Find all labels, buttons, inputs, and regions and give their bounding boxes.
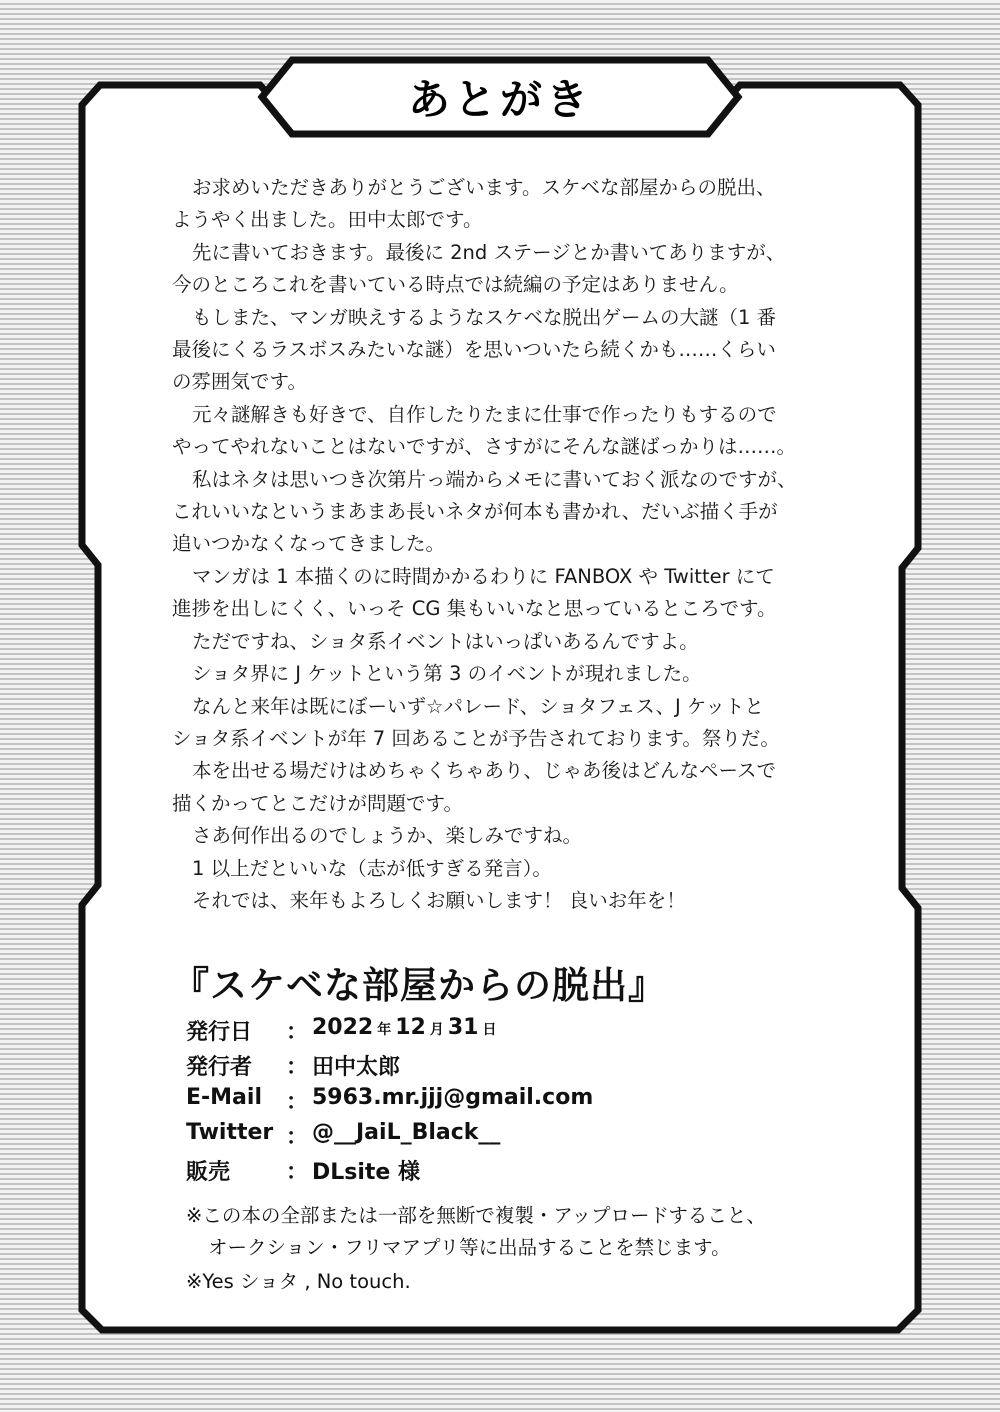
note-line: ※Yes ショタ , No touch. (186, 1270, 411, 1293)
twitter-handle: @__JaiL_Black__ (312, 1120, 501, 1145)
colophon-key: 発行日 (186, 1020, 253, 1045)
colophon-key: Twitter (186, 1120, 274, 1145)
colophon-row-sales (186, 1155, 846, 1190)
colophon-separator: ： (286, 1020, 309, 1045)
afterword-body (172, 172, 862, 917)
colophon-row-date (186, 1015, 846, 1050)
colophon-separator: ： (286, 1125, 309, 1150)
colophon-separator: ： (286, 1090, 309, 1115)
year-unit: 年 (377, 1022, 392, 1038)
page-title: あとがき (407, 75, 592, 124)
publish-month: 12 (395, 1015, 426, 1040)
afterword-line: もしまた、マンガ映えするようなスケベな脱出ゲームの大謎（1 番 (192, 305, 777, 329)
month-unit: 月 (429, 1022, 444, 1038)
afterword-line: の雰囲気です。 (172, 370, 307, 394)
publisher-name: 田中太郎 (312, 1055, 401, 1080)
afterword-line: なんと来年は既にぼーいず☆パレード、ショタフェス、J ケットと (192, 694, 764, 718)
afterword-line: マンガは 1 本描くのに時間かかるわりに FANBOX や Twitter にて (192, 564, 775, 588)
afterword-line: それでは、来年もよろしくお願いします！ 良いお年を！ (192, 888, 686, 912)
copyright-notes (186, 1200, 866, 1298)
publish-year: 2022 (312, 1015, 374, 1040)
afterword-line: 元々謎解きも好きで、自作したりたまに仕事で作ったりもするので (192, 402, 777, 426)
afterword-line: 今のところこれを書いている時点では続編の予定はありません。 (172, 273, 739, 297)
afterword-line: ショタ系イベントが年 7 回あることが予告されております。祭りだ。 (172, 726, 780, 750)
afterword-line: やってやれないことはないですが、さすがにそんな謎ばっかりは……。 (172, 435, 797, 459)
afterword-line: 私はネタは思いつき次第片っ端からメモに書いておく派なのですが、 (192, 467, 797, 491)
afterword-line: 描くかってとこだけが問題です。 (172, 791, 463, 815)
afterword-line: ようやく出ました。田中太郎です。 (172, 208, 483, 232)
afterword-line: 追いつかなくなってきました。 (172, 532, 446, 556)
publish-day: 31 (447, 1015, 479, 1040)
colophon (186, 1015, 846, 1190)
afterword-line: ただですね、ショタ系イベントはいっぱいあるんですよ。 (192, 629, 699, 653)
note-line: オークション・フリマアプリ等に出品することを禁じます。 (208, 1236, 731, 1259)
afterword-line: ショタ界に J ケットという第 3 のイベントが現れました。 (192, 662, 702, 686)
colophon-separator: ： (286, 1160, 309, 1185)
afterword-line: 最後にくるラスボスみたいな謎）を思いついたら続くかも……くらい (172, 338, 776, 362)
book-title: 『スケベな部屋からの脱出』 (172, 964, 666, 1007)
email-address: 5963.mr.jjj@gmail.com (312, 1085, 594, 1110)
afterword-line: 先に書いておきます。最後に 2nd ステージとか書いてありますが、 (192, 240, 786, 264)
afterword-line: 進捗を出しにくく、いっそ CG 集もいいなと思っているところです。 (172, 597, 777, 621)
afterword-line: 1 以上だといいな（志が低すぎる発言）。 (192, 856, 552, 880)
note-line: ※この本の全部または一部を無断で複製・アップロードすること、 (186, 1204, 766, 1227)
sales-platform: DLsite 様 (312, 1160, 421, 1185)
colophon-key: E-Mail (186, 1085, 262, 1110)
colophon-key: 発行者 (186, 1055, 253, 1080)
publish-date (312, 1015, 500, 1040)
colophon-row-publisher (186, 1050, 846, 1085)
colophon-row-email (186, 1085, 846, 1120)
afterword-line: 本を出せる場だけはめちゃくちゃあり、じゃあ後はどんなペースで (192, 759, 777, 783)
colophon-separator: ： (286, 1055, 309, 1080)
afterword-line: さあ何作出るのでしょうか、楽しみですね。 (192, 824, 583, 848)
afterword-line: これいいなというまあまあ長いネタが何本も書かれ、だいぶ描く手が (172, 500, 778, 524)
afterword-line: お求めいただきありがとうございます。スケベな部屋からの脱出、 (192, 176, 776, 199)
colophon-row-twitter (186, 1120, 846, 1155)
colophon-key: 販売 (186, 1160, 231, 1185)
day-unit: 日 (482, 1022, 497, 1038)
